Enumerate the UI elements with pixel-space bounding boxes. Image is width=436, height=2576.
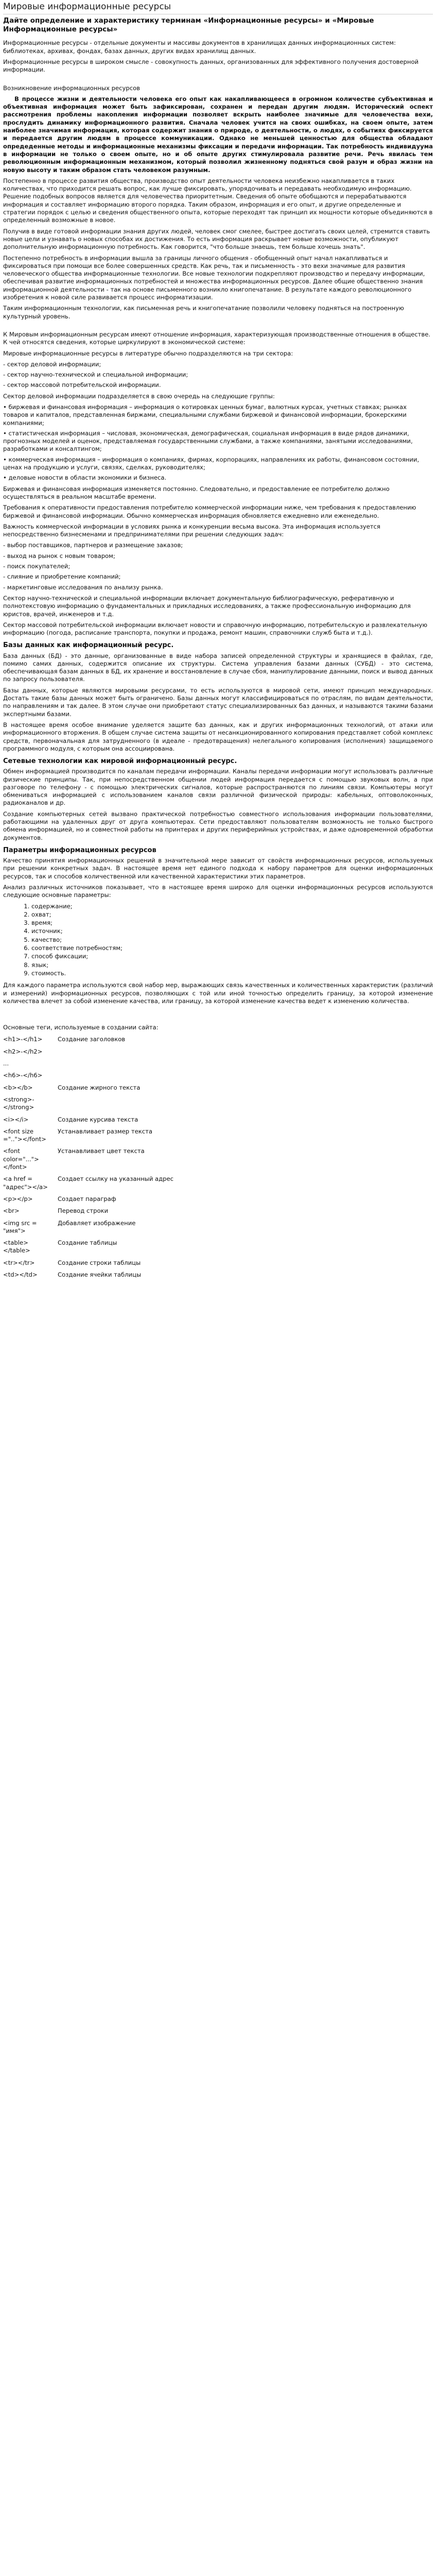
paragraph: Получив в виде готовой информации знания других людей, человек смог смелее, быстрее достигать своих целей, стремится ставить новые цели и узнавать о новых способах их достижения. То есть информация раскрывает новые возможности, опубликуют дополнительную информационную потребность. Как говорится, "что больше знаешь, тем больше хочешь знать". (3, 227, 430, 251)
intro-paragraph: Информационные ресурсы в широком смысле - совокупность данных, организованных для эффективного получения достоверной информации. (3, 58, 419, 74)
list-item: - слияние и приобретение компаний; (3, 573, 121, 581)
table-row (3, 1047, 173, 1059)
list-item: - сектор деловой информации; (3, 360, 101, 368)
tag-desc-cell (53, 1071, 173, 1082)
list-item: 3. время; (31, 919, 433, 927)
list-item: - сектор научно-технической и специальной информации; (3, 371, 188, 379)
list-item: 6. соответствие потребностям; (31, 944, 433, 952)
paragraph: Анализ различных источников показывает, что в настоящее время широко для оценки информационных ресурсов используются следующие основные параметры: (3, 884, 433, 899)
tag-cell: <a href = "адрес"></a> (3, 1175, 48, 1191)
paragraph: Мировые информационные ресурсы в литературе обычно подразделяются на три сектора: (3, 349, 293, 357)
table-row (3, 1174, 173, 1194)
tag-desc-cell: Создание курсива текста (58, 1115, 138, 1123)
tag-cell: <p></p> (3, 1195, 33, 1202)
table-row (3, 1095, 173, 1115)
intro-paragraph: Информационные ресурсы - отдельные документы и массивы документов в хранилищах данных информационных систем: библиотеках, архивах, фондах, базах данных, других видах хранилищ данных. (3, 39, 396, 55)
sector-list (3, 361, 433, 389)
tag-desc-cell: Создает ссылку на указанный адрес (58, 1175, 174, 1183)
uses-list (3, 541, 433, 591)
parameters-list (3, 903, 433, 978)
list-item: - поиск покупателей; (3, 563, 71, 570)
list-item: • биржевая и финансовая информация – информация о котировках ценных бумаг, валютных курсах, учетных ставках; рынках товаров и капиталов, представленная биржами, специальными службами биржевой и финансовой информации, брокерскими компаниями; (3, 403, 407, 427)
paragraph: База данных (БД) - это данные, организованные в виде набора записей определенной структуры и хранящиеся в файлах, где, помимо самих данных, содержится описание их структуры. Система управления базами данных (СУБД) - это система, обеспечивающая базам данных в БД, их хранение и восстановление в случае сбоя, манипулирование данными, поиск и вывод данных по запросу пользователя. (3, 652, 433, 683)
tag-cell: ... (3, 1060, 9, 1067)
table-row (3, 1083, 173, 1095)
tag-desc-cell: Создание заголовков (58, 1036, 126, 1043)
tag-desc-cell: Создает параграф (58, 1195, 116, 1202)
tag-cell: <h1>-</h1> (3, 1036, 43, 1043)
tags-heading: Основные теги, используемые в создании сайта: (3, 1024, 159, 1031)
tag-desc-cell: Создание жирного текста (58, 1083, 141, 1091)
tag-desc-cell: Добавляет изображение (58, 1219, 136, 1227)
paragraph: Постепенно в процессе развития общества, производство опыт деятельности человека неизбежно накапливается в таких количествах, что приходится решать вопрос, как лучше фиксировать, упорядочивать и передавать необходимую информацию. Решение подобных вопросов является для человечества приоритетным. Сведения об опыте обобщаются и перерабатываются информация и составляет информацию второго порядка. Таким образом, информация и его опыт, и другие определенные и стратегии порядок с целью и сведения общественного опыта, которые переходят так принцип их мощности которые объединяются в определенный возможные в новое. (3, 177, 433, 224)
tag-desc-cell (53, 1095, 173, 1115)
table-row (3, 1146, 173, 1174)
list-item: 9. стоимость. (31, 970, 433, 977)
table-row (3, 1115, 173, 1127)
paragraph: Сектор деловой информации подразделяется в свою очередь на следующие группы: (3, 392, 275, 400)
paragraph: Требования к оперативности предоставления потребителю коммерческой информации ниже, чем требования к предоставлению биржевой и финансовой информации. Обычно коммерческая информация обновляется ежедневно или еженедельно. (3, 504, 416, 519)
paragraph: Базы данных, которые являются мировыми ресурсами, то есть используются в мировой сети, имеют принцип международных. Достать такие базы данных может быть ограничено. Базы данных могут классифицироваться по отраслям, по видам деятельности, по направлениям и так далее. В этом случае они приобретают статус специализированных баз данных, и называются такими базами экспертными базами. (3, 686, 433, 718)
table-row (3, 1206, 173, 1218)
table-row (3, 1194, 173, 1206)
tag-desc-cell: Устанавливает размер текста (58, 1127, 152, 1135)
paragraph: Создание компьютерных сетей вызвано практической потребностью совместного использования информации пользователями, работающими на удаленных друг от друга компьютерах. Сети предоставляют пользователям возможность не только быстрого обмена информацией, но и совместной работы на принтерах и других периферийных устройствах, и даже одновременной обработки документов. (3, 810, 433, 841)
table-row (3, 1035, 173, 1046)
tag-cell: <br> (3, 1207, 20, 1215)
list-item: 4. источник; (31, 927, 433, 935)
list-item: 7. способ фиксации; (31, 953, 433, 960)
table-row (3, 1218, 173, 1239)
business-info-list (3, 403, 433, 482)
section-heading: Параметры информационных ресурсов (3, 846, 156, 854)
tag-cell: <h2>-</h2> (3, 1047, 43, 1055)
tag-cell: <img src = "имя"> (3, 1219, 37, 1234)
list-item: 2. охват; (31, 911, 433, 919)
paragraph: К Мировым информационным ресурсам имеют отношение информация, характеризующая производственные отношения в обществе. К чей относятся сведения, которые циркулируют в экономической системе: (3, 330, 431, 346)
table-row (3, 1071, 173, 1082)
list-item: - сектор массовой потребительской информации. (3, 381, 161, 389)
section-heading: Сетевые технологии как мировой информационный ресурс. (3, 757, 237, 766)
tag-cell: <td></td> (3, 1270, 38, 1278)
paragraph: Для каждого параметра используются свой набор мер, выражающих связь качественных и количественных характеристик (различий и измерений) информационных ресурсов, позволяющих с той или иной точностью определить границу, за которой изменение количества влечет за собой изменение качества, или границу, за которой изменение качества ведет к изменению количества. (3, 981, 433, 1005)
table-row (3, 1127, 173, 1147)
tag-cell: <i></i> (3, 1115, 29, 1123)
table-row (3, 1238, 173, 1258)
tag-desc-cell (53, 1059, 173, 1071)
table-row (3, 1270, 173, 1282)
tag-desc-cell: Устанавливает цвет текста (58, 1147, 145, 1155)
tags-table (3, 1035, 173, 1282)
paragraph: Сектор массовой потребительской информации включает новости и справочную информацию, потребительскую и развлекательную информацию (погода, расписание транспорта, покупки и продажа, ремонт машин, справочники служб быта и т.д.). (3, 621, 428, 637)
tag-desc-cell: Создание таблицы (58, 1239, 117, 1247)
tag-cell: <font color="..."></font> (3, 1147, 39, 1171)
page-title: Мировые информационные ресурсы (3, 1, 433, 14)
paragraph: Биржевая и финансовая информация изменяется постоянно. Следовательно, и предоставление ее потребителю должно осуществляться в реальном масштабе времени. (3, 485, 390, 500)
tag-desc-cell (53, 1047, 173, 1059)
section-heading: Базы данных как информационный ресурс. (3, 641, 174, 650)
tag-cell: <h6>-</h6> (3, 1072, 43, 1079)
list-item: - маркетинговые исследования по анализу рынка. (3, 583, 163, 591)
list-item: • коммерческая информация – информация о компаниях, фирмах, корпорациях, направлениях их работы, финансовом состоянии, ценах на продукцию и услуги, связях, сделках, руководителях; (3, 455, 420, 471)
paragraph: В настоящее время особое внимание уделяется защите баз данных, как и других информационных технологий, от атаки или информационного вторжения. В общем случае система защиты от несанкционированного копирования представляет собой комплекс средств, первоначальная для затрудненного (в идеале - предотвращения) нелегального копирования (исполнения) защищаемого программного модуля, с которым она ассоциирована. (3, 721, 433, 752)
list-item: • деловые новости в области экономики и бизнеса. (3, 474, 167, 482)
tag-desc-cell: Перевод строки (58, 1207, 109, 1215)
paragraph: Качество принятия информационных решений в значительной мере зависит от свойств информационных ресурсов, используемых при решении конкретных задач. В настоящее время нет единого подхода к набору параметров для оценки информационных ресурсов, так и способов количественной или качественной характеристики этих параметров. (3, 857, 433, 880)
tag-cell: <tr></tr> (3, 1259, 35, 1266)
tag-cell: <table></table> (3, 1239, 30, 1255)
tag-cell: <b></b> (3, 1083, 33, 1091)
table-row (3, 1258, 173, 1270)
paragraph: Обмен информацией производится по каналам передачи информации. Каналы передачи информации могут использовать различные физические принципы. Так, при непосредственном общении людей информация передается с помощью звуковых волн, а при разговоре по телефону - с помощью электрических сигналов, которые распространяются по линиям связи. Компьютеры могут обмениваться информацией с использованием каналов связи различной физической природы: кабельных, оптоволоконных, радиоканалов и др. (3, 768, 433, 807)
tag-desc-cell: Создание ячейки таблицы (58, 1270, 142, 1278)
paragraph: Таким информационным технологии, как письменная речь и книгопечатание позволили человеку подняться на построенную культурный уровень. (3, 304, 404, 320)
section-heading: Возникновение информационных ресурсов (3, 84, 140, 92)
list-item: 1. содержание; (31, 903, 433, 910)
table-row (3, 1059, 173, 1071)
tag-cell: <strong>-</strong> (3, 1095, 34, 1111)
paragraph: Сектор научно-технической и специальной информации включает документальную библиографическую, реферативную и полнотекстовую информацию о фундаментальных и прикладных исследованиях, а также профессиональную информацию для юристов, врачей, инженеров и т.д. (3, 594, 411, 618)
list-item: • статистическая информация – числовая, экономическая, демографическая, социальная информация в виде рядов динамики, прогнозных моделей и оценок, представляемая государственными службами, а также компаниями, занятыми исследованиями, разработками и консалтингом; (3, 429, 413, 453)
tag-desc-cell: Создание строки таблицы (58, 1259, 141, 1266)
bold-paragraph: В процессе жизни и деятельности человека его опыт как накапливающееся в огромном количестве субъективная и объективная информация может быть зафиксирован, сохранен и передан другим людям. Исторический оспект рассмотрения проблемы накопления информации позволяет вскрыть наиболее значимые для человечества вехи, прослудить динамику информационного развития. Сначала человек учится на своих ошибках, на своем опыте, затем наиболее значимая информация, которая содержит знания о природе, о деятельности, о людях, о событиях фиксируется и передается другим людям в процессе коммуникации. Однако не меньшей ценностью для общества обладают опредеденные методы и информационные механизмы фиксации и передачи информации. Так потребность индивидуума в информации не только о своем опыте, но и об опыте других стимулировала развитие речи. Речь явилась тем революционным информационным механизмом, который позволил жизненному подняться свой разум и образ жизни на новую высоту и таким образом стать человеком разумным. (3, 95, 433, 174)
list-item: 5. качество; (31, 936, 433, 944)
tag-cell: <font size =".."></font> (3, 1127, 46, 1143)
list-item: - выход на рынок с новым товаром; (3, 552, 115, 560)
paragraph: Важность коммерческой информации в условиях рынка и конкуренции весьма высока. Эта информация используется непосредственно бизнесменами и предпринимателями при решении следующих задач: (3, 522, 380, 538)
paragraph: Постепенно потребность в информации вышла за границы личного общения - обобщенный опыт начал накапливаться и фиксироваться при помощи все более совершенных средств. Как речь, так и письменность - это вехи значимые для развития человеческого общества информационные технологии. Все новые технологии подкрепляют производство и передачу информации, обеспечивая развитие информационных потребностей и множества информационных ресурсов. Далее общие общественно знания информационной деятельности - так на основе письменного возникло книгопечатание. В результате каждого революционного изобретения к новой силе развивается процесс информатизации. (3, 254, 425, 301)
page-subtitle: Дайте определение и характеристику терминам «Информационные ресурсы» и «Мировые Информационные ресурсы» (3, 16, 374, 34)
list-item: 8. язык; (31, 961, 433, 969)
list-item: - выбор поставщиков, партнеров и размещение заказов; (3, 541, 183, 549)
